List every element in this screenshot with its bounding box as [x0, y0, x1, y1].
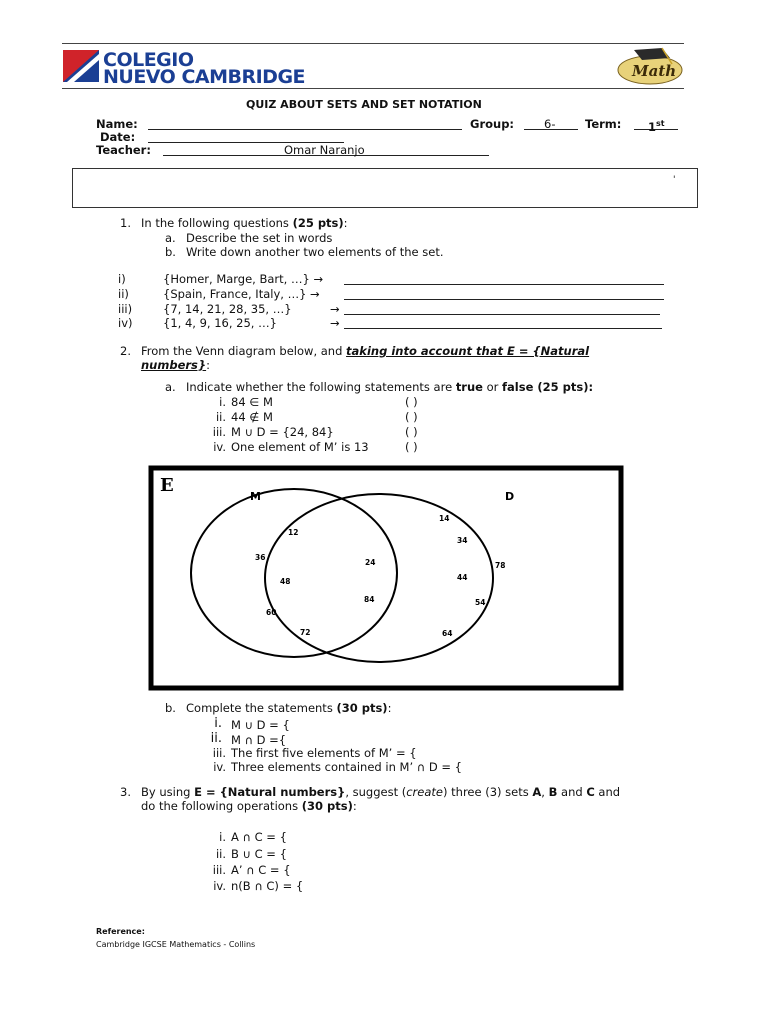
date-label: Date: [100, 130, 136, 144]
q2-completion[interactable]: Three elements contained in M’ ∩ D = { [231, 760, 462, 774]
name-field[interactable] [148, 129, 462, 130]
q3-prompt-line2: do the following operations (30 pts): [141, 799, 357, 813]
q2-answer-paren[interactable]: ( ) [405, 440, 418, 454]
q1-item-mark: iv) [118, 316, 133, 330]
venn-element: 48 [280, 577, 291, 586]
q3-operation[interactable]: n(B ∩ C) = { [231, 879, 304, 893]
q3-operation-mark: ii. [215, 847, 226, 861]
q2-statement: 84 ∈ M [231, 395, 273, 409]
header-rule-bottom [62, 88, 684, 89]
math-badge-text: Math [632, 62, 677, 80]
q2-answer-paren[interactable]: ( ) [405, 425, 418, 439]
q3-prompt-line1: By using E = {Natural numbers}, suggest (create) three (3) sets A, B and C and [141, 785, 621, 799]
term-label: Term: [585, 117, 622, 131]
venn-element: 36 [255, 553, 266, 562]
q2-prompt-line1: From the Venn diagram below, and taking into account that E = {Natural [141, 344, 590, 358]
q2-answer-paren[interactable]: ( ) [405, 410, 418, 424]
q1-number: 1. [120, 216, 131, 230]
venn-diagram [148, 465, 624, 691]
universal-set-label: E [160, 475, 174, 496]
q3-number: 3. [120, 785, 131, 799]
q2-part-a-mark: a. [165, 380, 176, 394]
q2-part-a-prompt: Indicate whether the following statements are true or false (25 pts): [186, 380, 594, 394]
venn-element: 14 [439, 514, 450, 523]
q2-part-b-prompt: Complete the statements (30 pts): [186, 701, 392, 715]
q3-operation[interactable]: A ∩ C = { [231, 830, 287, 844]
q2-statement: 44 ∉ M [231, 410, 273, 424]
note-mark: ' [673, 175, 676, 185]
q1-answer-line[interactable] [344, 314, 660, 315]
q1-arrow: → [330, 316, 340, 330]
teacher-label: Teacher: [96, 143, 151, 157]
q2-completion-mark: i. [214, 716, 222, 731]
q1-item-set: {Homer, Marge, Bart, …} → [163, 272, 324, 286]
q1-item-set: {1, 4, 9, 16, 25, …} [163, 316, 277, 330]
q2-prompt-line2: numbers}: [141, 358, 210, 372]
venn-element: 64 [442, 629, 453, 638]
school-logo-icon [63, 50, 99, 82]
q2-number: 2. [120, 344, 131, 358]
set-m-circle [191, 489, 397, 657]
set-d-label: D [505, 490, 515, 503]
q2-part-b-mark: b. [165, 701, 176, 715]
q1-sub-a: Describe the set in words [186, 231, 333, 245]
q1-answer-line[interactable] [344, 284, 664, 285]
teacher-value: Omar Naranjo [284, 143, 365, 157]
q1-answer-line[interactable] [344, 328, 662, 329]
reference-label: Reference: [96, 927, 145, 936]
q2-statement: M ∪ D = {24, 84} [231, 425, 334, 439]
q1-item-mark: i) [118, 272, 126, 286]
q3-operation[interactable]: A’ ∩ C = { [231, 863, 291, 877]
name-label: Name: [96, 117, 138, 131]
q3-operation[interactable]: B ∪ C = { [231, 847, 287, 861]
venn-element: 34 [457, 536, 468, 545]
q1-item-mark: iii) [118, 302, 133, 316]
q2-statement-mark: iii. [212, 425, 226, 439]
q2-completion-mark: ii. [210, 731, 222, 746]
q1-sub-b-mark: b. [165, 245, 176, 259]
q1-answer-line[interactable] [344, 299, 664, 300]
school-name-line1: COLEGIO [103, 49, 194, 71]
notes-box [72, 168, 698, 208]
quiz-title: QUIZ ABOUT SETS AND SET NOTATION [246, 98, 482, 111]
school-name-line2: NUEVO CAMBRIDGE [103, 66, 306, 88]
q1-sub-b: Write down another two elements of the set. [186, 245, 444, 259]
venn-element: 24 [365, 558, 376, 567]
q1-arrow: → [330, 302, 340, 316]
q2-answer-paren[interactable]: ( ) [405, 395, 418, 409]
venn-element: 60 [266, 608, 277, 617]
group-label: Group: [470, 117, 515, 131]
q2-statement: One element of M’ is 13 [231, 440, 369, 454]
venn-element: 54 [475, 598, 486, 607]
math-badge-icon [612, 44, 684, 86]
q2-statement-mark: ii. [215, 410, 226, 424]
set-m-label: M [250, 490, 261, 503]
q2-completion[interactable]: M ∩ D ={ [231, 733, 287, 747]
q1-prompt: In the following questions (25 pts): [141, 216, 348, 230]
q2-statement-mark: i. [219, 395, 226, 409]
venn-element: 78 [495, 561, 506, 570]
q3-operation-mark: iv. [213, 879, 226, 893]
q2-completion[interactable]: The first five elements of M’ = { [231, 746, 417, 760]
reference-text: Cambridge IGCSE Mathematics - Collins [96, 940, 256, 949]
universal-set-frame [151, 468, 621, 688]
q2-completion[interactable]: M ∪ D = { [231, 718, 290, 732]
venn-element: 84 [364, 595, 375, 604]
q1-item-mark: ii) [118, 287, 129, 301]
venn-element: 72 [300, 628, 311, 637]
q1-item-set: {Spain, France, Italy, …} → [163, 287, 320, 301]
q3-operation-mark: i. [219, 830, 226, 844]
venn-element: 12 [288, 528, 299, 537]
group-value: 6- [544, 117, 556, 131]
term-value: 1st [648, 119, 665, 134]
q3-operation-mark: iii. [212, 863, 226, 877]
header-rule-top [62, 43, 684, 44]
q2-completion-mark: iii. [212, 746, 226, 760]
venn-element: 44 [457, 573, 468, 582]
q1-item-set: {7, 14, 21, 28, 35, …} [163, 302, 292, 316]
q2-statement-mark: iv. [213, 440, 226, 454]
q1-sub-a-mark: a. [165, 231, 176, 245]
q2-completion-mark: iv. [213, 760, 226, 774]
